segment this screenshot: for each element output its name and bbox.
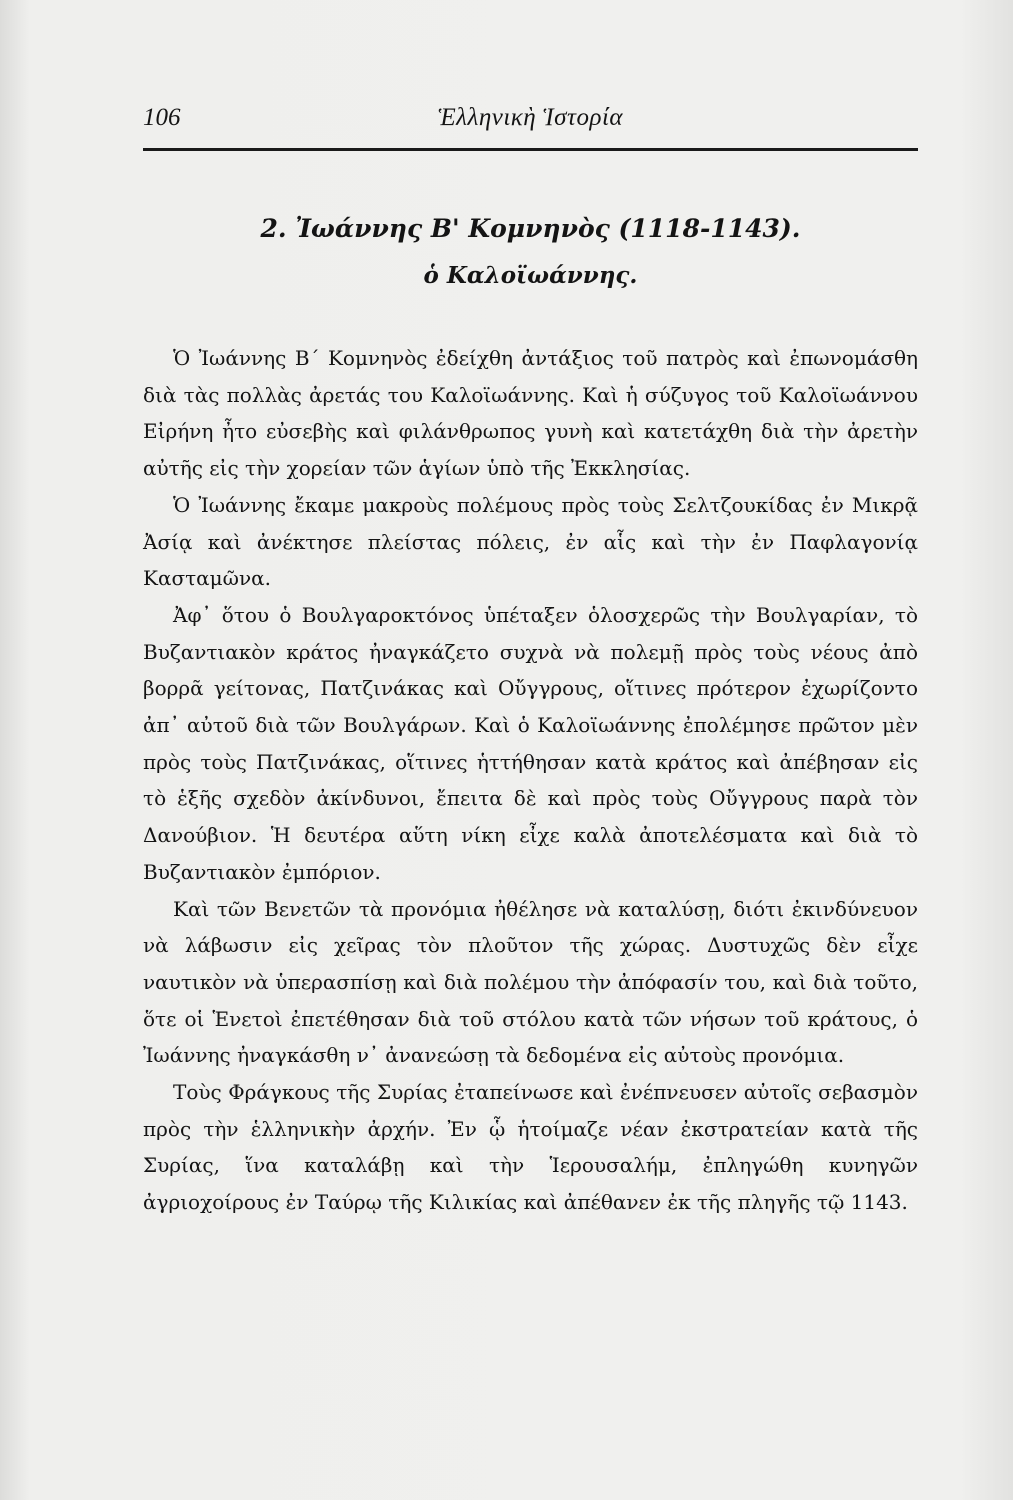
paragraph-1: Ὁ Ἰωάννης Β΄ Κομνηνὸς ἐδείχθη ἀντάξιος τοῦ πατρὸς καὶ ἐπωνομάσθη διὰ τὰς πολλὰς ἀρετάς του Καλοϊωάννης. Καὶ ἡ σύζυγος τοῦ Καλοϊωάννου Εἰρήνη ἦτο εὐσεβὴς καὶ φιλάνθρωπος γυνὴ καὶ κατετάχθη διὰ τὴν ἀρετὴν αὐτῆς εἰς τὴν χορείαν τῶν ἁγίων ὑπὸ τῆς Ἐκκλησίας. <box>143 346 918 481</box>
chapter-subtitle: ὁ Καλοϊωάννης. <box>423 262 638 289</box>
page-number: 106 <box>143 104 181 131</box>
paragraph-4: Καὶ τῶν Βενετῶν τὰ προνόμια ἠθέλησε νὰ καταλύσῃ, διότι ἐκινδύνευον νὰ λάβωσιν εἰς χεῖρας τὸν πλοῦτον τῆς χώρας. Δυστυχῶς δὲν εἶχε ναυτικὸν νὰ ὑπερασπίσῃ καὶ διὰ πολέμου τὴν ἀπόφασίν του, καὶ διὰ τοῦτο, ὅτε οἱ Ἑνετοὶ ἐπετέθησαν διὰ τοῦ στόλου κατὰ τῶν νήσων τοῦ κράτους, ὁ Ἰωάννης ἠναγκάσθη ν᾿ ἀνανεώσῃ τὰ δεδομένα εἰς αὐτοὺς προνόμια. <box>143 896 918 1068</box>
header-rule <box>143 148 918 151</box>
paragraph-5: Τοὺς Φράγκους τῆς Συρίας ἐταπείνωσε καὶ ἐνέπνευσεν αὐτοῖς σεβασμὸν πρὸς τὴν ἑλληνικὴν ἀρχήν. Ἐν ᾧ ἡτοίμαζε νέαν ἐκστρατείαν κατὰ τῆς Συρίας, ἵνα καταλάβῃ καὶ τὴν Ἱερουσαλήμ, ἐπληγώθη κυνηγῶν ἀγριοχοίρους ἐν Ταύρῳ τῆς Κιλικίας καὶ ἀπέθανεν ἐκ τῆς πληγῆς τῷ 1143. <box>143 1080 918 1215</box>
chapter-title: 2. Ἰωάννης Β' Κομνηνὸς (1118-1143). <box>260 214 801 243</box>
paragraph-2: Ὁ Ἰωάννης ἔκαμε μακροὺς πολέμους πρὸς τοὺς Σελτζουκίδας ἐν Μικρᾷ Ἀσίᾳ καὶ ἀνέκτησε πλείστας πόλεις, ἐν αἷς καὶ τὴν ἐν Παφλαγονίᾳ Κασταμῶνα. <box>143 492 918 591</box>
paragraph-3: Ἀφ᾿ ὅτου ὁ Βουλγαροκτόνος ὑπέταξεν ὁλοσχερῶς τὴν Βουλγαρίαν, τὸ Βυζαντιακὸν κράτος ἠναγκάζετο συχνὰ νὰ πολεμῇ πρὸς τοὺς νέους ἀπὸ βορρᾶ γείτονας, Πατζινάκας καὶ Οὔγγρους, οἵτινες πρότερον ἐχωρίζοντο ἀπ᾿ αὐτοῦ διὰ τῶν Βουλγάρων. Καὶ ὁ Καλοϊωάννης ἐπολέμησε πρῶτον μὲν πρὸς τοὺς Πατζινάκας, οἵτινες ἡττήθησαν κατὰ κράτος καὶ ἀπέβησαν εἰς τὸ ἑξῆς σχεδὸν ἀκίνδυνοι, ἔπειτα δὲ καὶ πρὸς τοὺς Οὔγγρους παρὰ τὸν Δανούβιον. Ἡ δευτέρα αὕτη νίκη εἶχε καλὰ ἀποτελέσματα καὶ διὰ τὸ Βυζαντιακὸν ἐμπόριον. <box>143 602 918 884</box>
page-header <box>143 100 918 140</box>
body-text <box>143 340 918 1221</box>
running-title: Ἑλληνικὴ Ἱστορία <box>437 104 624 131</box>
